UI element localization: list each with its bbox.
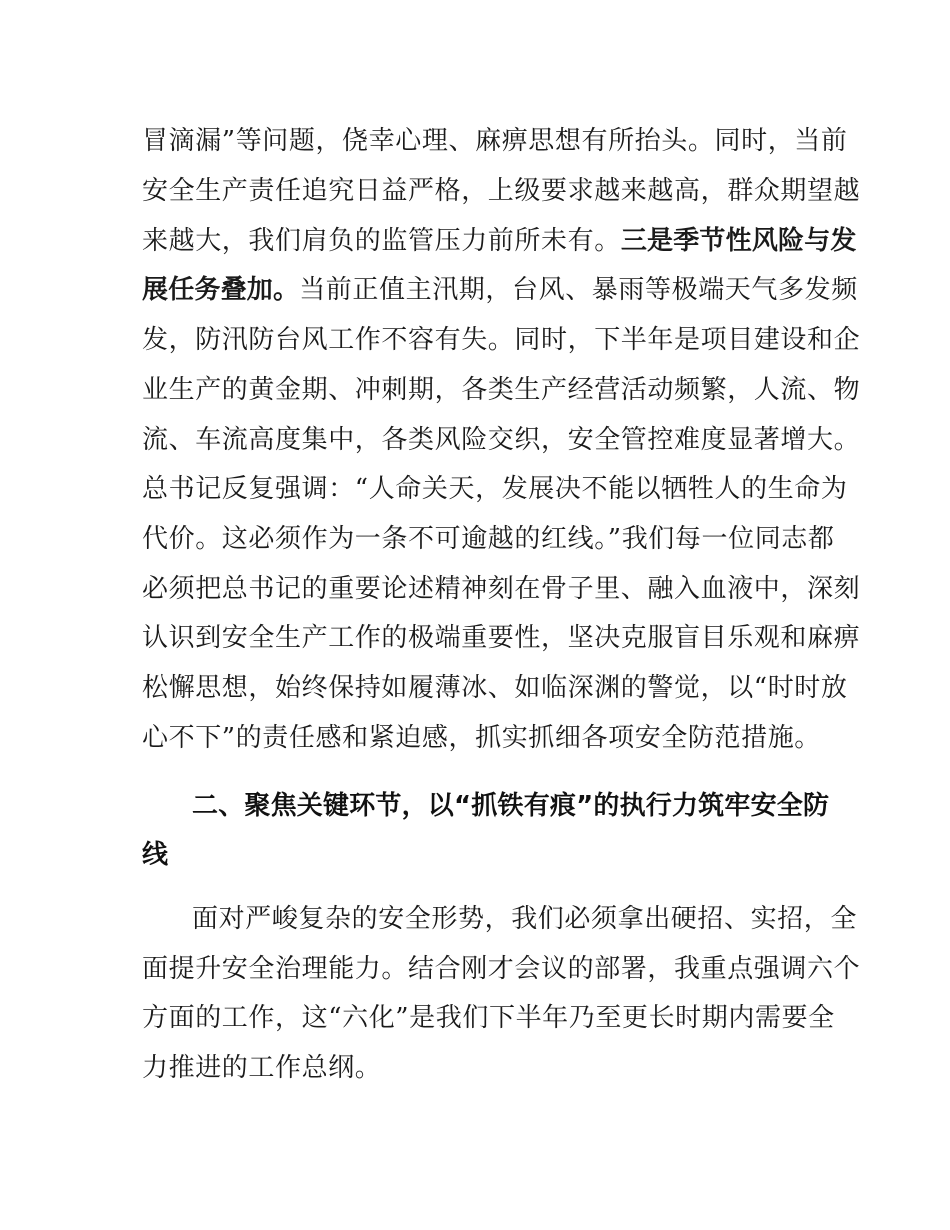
section-heading-continuation: 线 (142, 840, 169, 870)
body-text-line: 安全生产责任追究日益严格，上级要求越来越高，群众期望越 (142, 176, 861, 206)
section-heading: 二、聚焦关键环节，以“抓铁有痕”的执行力筑牢安全防 (192, 791, 830, 821)
body-text-line: 松懈思想，始终保持如履薄冰、如临深渊的警觉，以“时时放 (142, 673, 848, 703)
body-text-line: 认识到安全生产工作的极端重要性，坚决克服盲目乐观和麻痹 (142, 623, 861, 653)
body-text-line: 心不下”的责任感和紧迫感，抓实抓细各项安全防范措施。 (142, 723, 821, 753)
body-text-line: 代价。这必须作为一条不可逾越的红线。”我们每一位同志都 (142, 524, 835, 554)
body-text-run: 当前正值主汛期，台风、暴雨等极端天气多发频 (299, 275, 858, 305)
emphasis-text: 展任务叠加。 (142, 275, 300, 305)
emphasis-text: 三是季节性风险与发 (620, 226, 857, 256)
body-text-line (142, 265, 858, 315)
body-text-run: 来越大，我们肩负的监管压力前所未有。 (142, 226, 621, 256)
body-text-line: 方面的工作，这“六化”是我们下半年乃至更长时期内需要全 (142, 1003, 835, 1033)
body-text-line: 发，防汛防台风工作不容有失。同时，下半年是项目建设和企 (142, 325, 861, 355)
body-text-line: 面对严峻复杂的安全形势，我们必须拿出硬招、实招，全 (192, 904, 858, 934)
body-text-line: 冒滴漏”等问题，侥幸心理、麻痹思想有所抬头。同时，当前 (142, 126, 848, 156)
body-text-line (142, 216, 857, 266)
body-text-line: 面提升安全治理能力。结合刚才会议的部署，我重点强调六个 (142, 954, 861, 984)
body-text-line: 总书记反复强调：“人命关天，发展决不能以牺牲人的生命为 (142, 474, 848, 504)
body-text-line: 必须把总书记的重要论述精神刻在骨子里、融入血液中，深刻 (142, 574, 861, 604)
body-text-line: 流、车流高度集中，各类风险交织，安全管控难度显著增大。 (142, 425, 861, 455)
body-text-line: 力推进的工作总纲。 (142, 1053, 382, 1083)
body-text-line: 业生产的黄金期、冲刺期，各类生产经营活动频繁，人流、物 (142, 375, 861, 405)
